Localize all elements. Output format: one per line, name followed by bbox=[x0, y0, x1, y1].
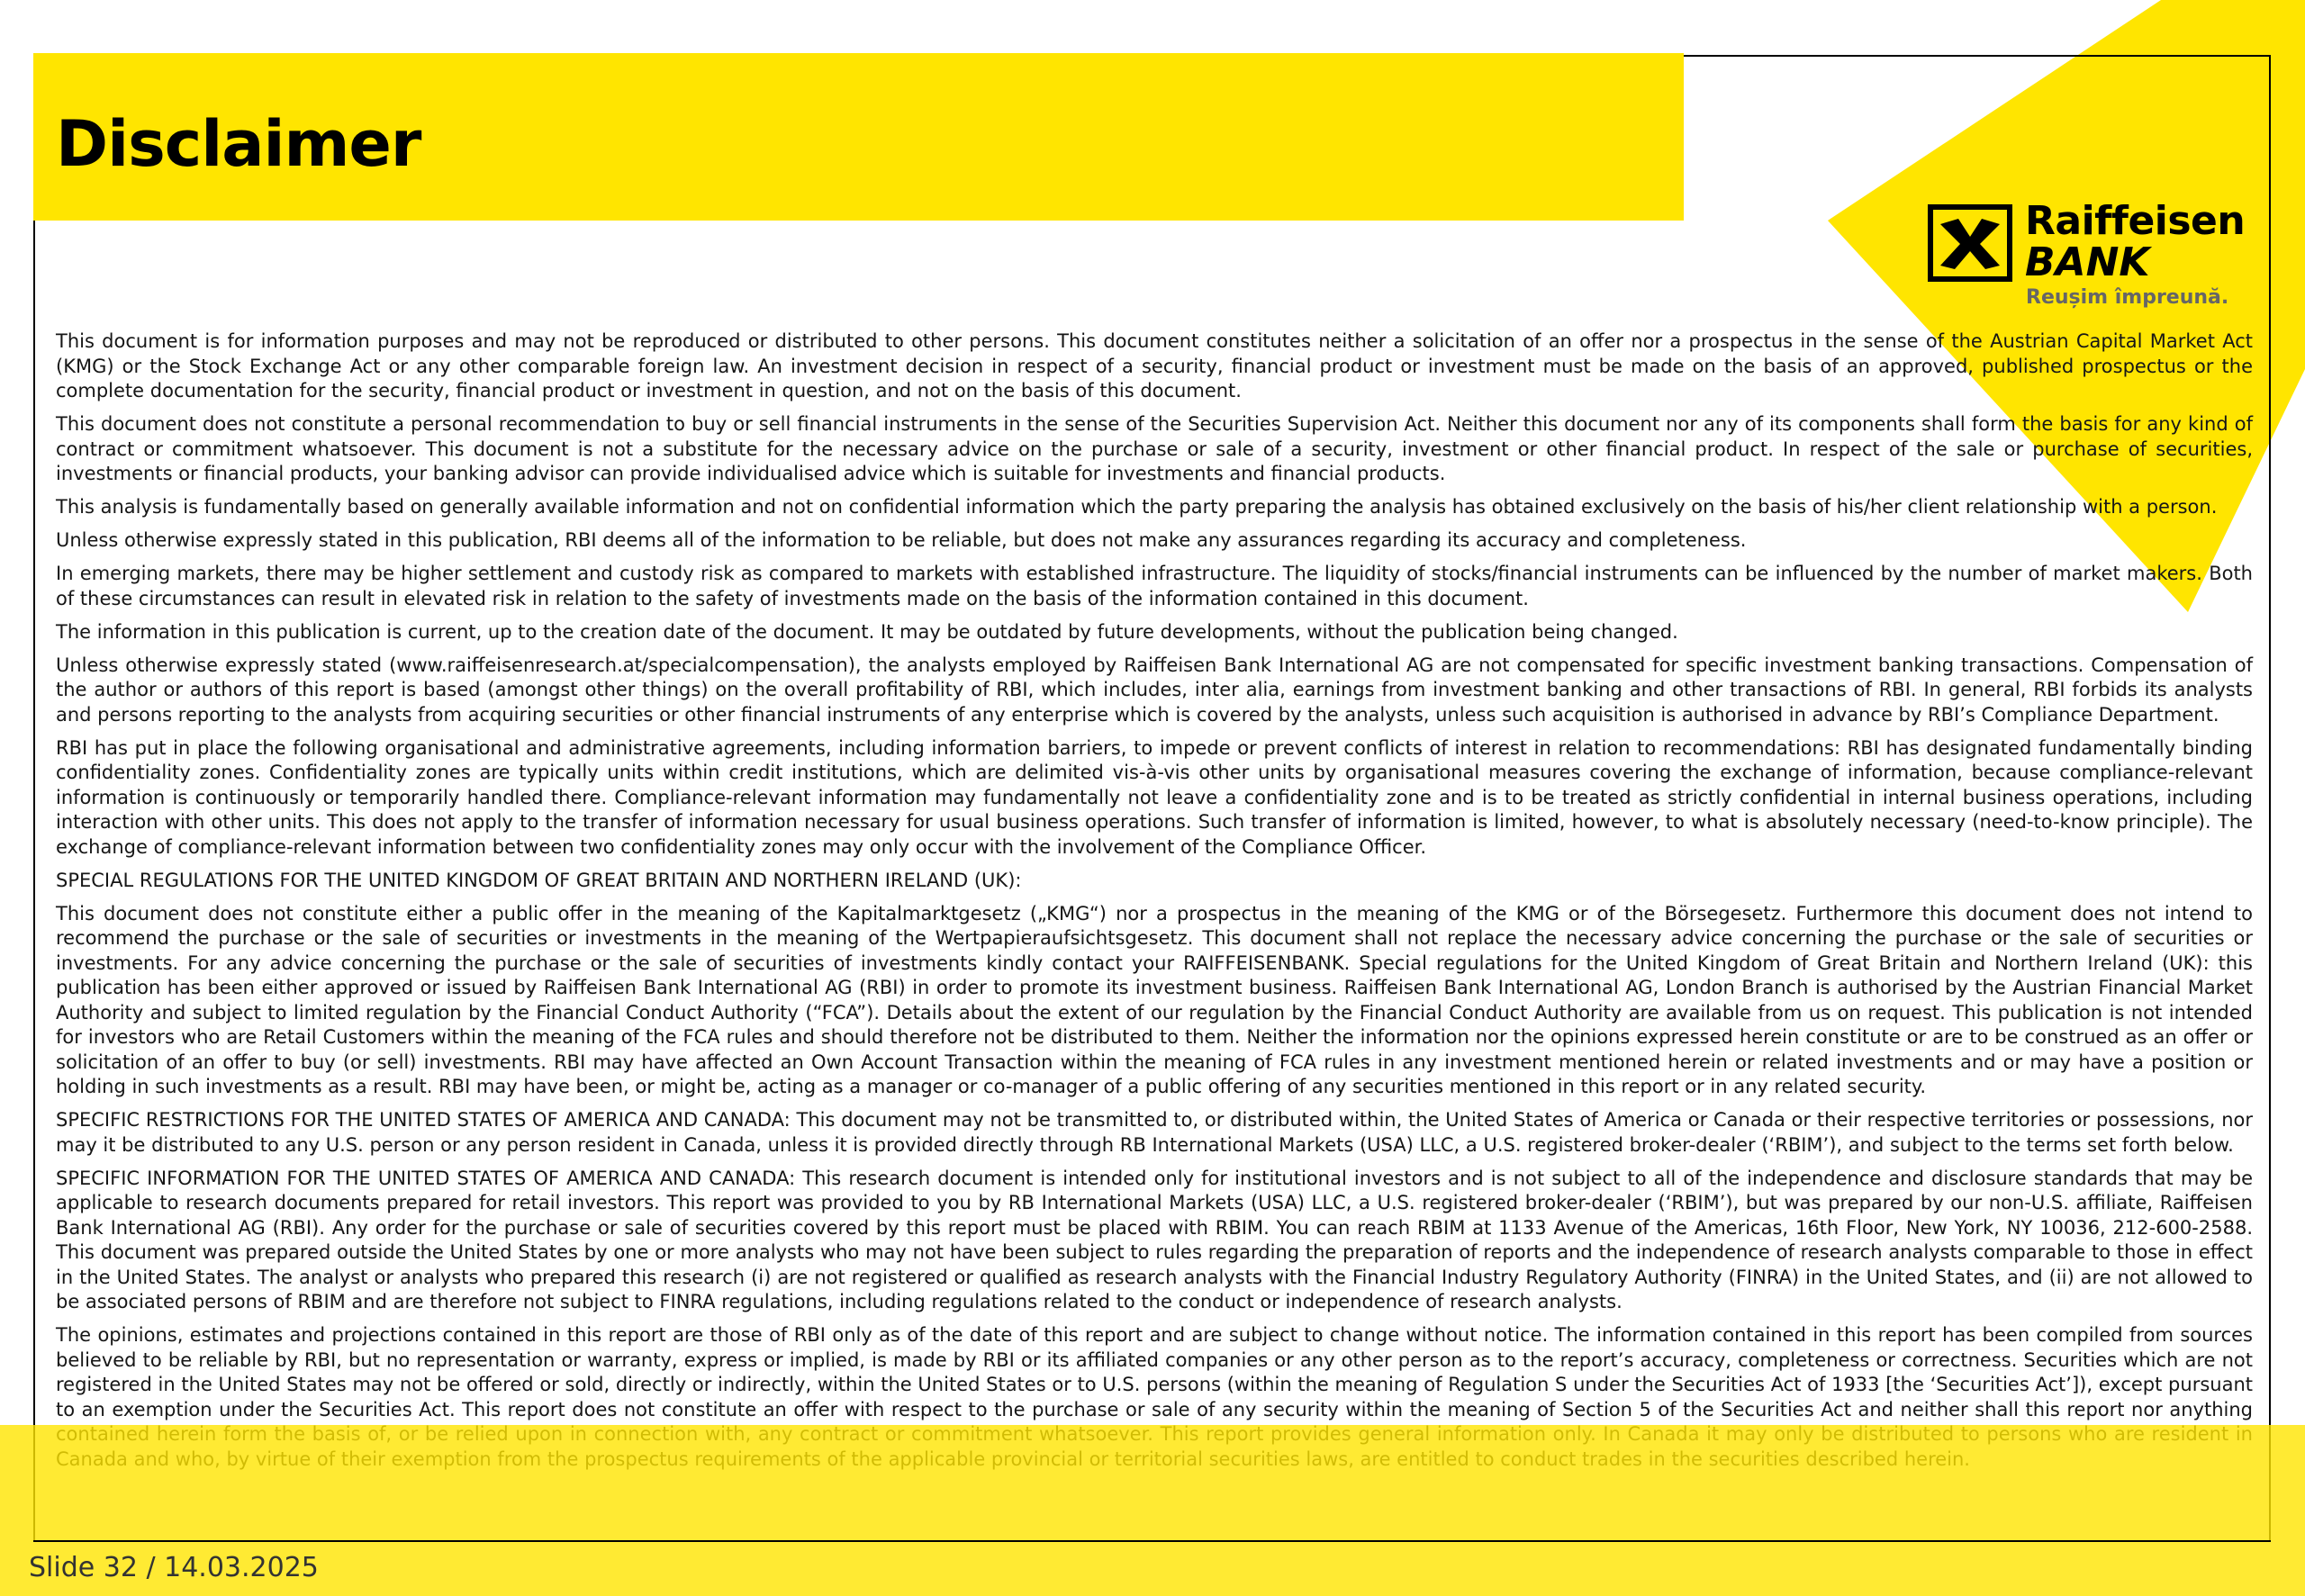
disclaimer-paragraph: In emerging markets, there may be higher settlement and custody risk as compared to markets with established infrastructure. The liquidity of stocks/financial instruments can be influenced by the number of market makers. Both of these circumstances can result in elevated risk in relation to the safety of investments made on the basis of the information contained in this document. bbox=[56, 563, 2253, 609]
brand-tagline: Reușim împreună. bbox=[2026, 286, 2229, 309]
disclaimer-paragraph: This document is for information purposes and may not be reproduced or distributed to other persons. This document constitutes neither a solicitation of an offer nor a prospectus in the sense of the Austrian Capital Market Act (KMG) or the Stock Exchange Act or any other comparable foreign law. An investment decision in respect of a security, financial product or investment must be made on the basis of an approved, published prospectus or the complete documentation for the security, financial product or investment in question, and not on the basis of this document. bbox=[56, 330, 2253, 401]
footer-band bbox=[0, 1425, 2305, 1596]
brand-name: Raiffeisen bbox=[2025, 198, 2246, 244]
disclaimer-paragraph: Unless otherwise expressly stated (www.raiffeisenresearch.at/specialcompensation), the analysts employed by Raiffeisen Bank International AG are not compensated for specific investment banking transactions. Compensation of the author or authors of this report is based (amongst other things) on the overall profitability of RBI, which includes, inter alia, earnings from investment banking and other transactions of RBI. In general, RBI forbids its analysts and persons reporting to the analysts from acquiring securities or other financial instruments of any enterprise which is covered by the analysts, unless such acquisition is authorised in advance by RBI’s Compliance Department. bbox=[56, 654, 2253, 726]
disclaimer-paragraph: SPECIFIC RESTRICTIONS FOR THE UNITED STATES OF AMERICA AND CANADA: This document may not be transmitted to, or distributed within, the United States of America or Canada or their respective territories or possessions, nor may it be distributed to any U.S. person or any person resident in Canada, unless it is provided directly through RB International Markets (USA) LLC, a U.S. registered broker-dealer (‘RBIM’), and subject to the terms set forth below. bbox=[56, 1109, 2253, 1156]
raiffeisen-logo bbox=[1928, 198, 2252, 315]
disclaimer-paragraph: The information in this publication is current, up to the creation date of the document. It may be outdated by future developments, without the publication being changed. bbox=[56, 620, 1678, 643]
disclaimer-paragraph: Unless otherwise expressly stated in this publication, RBI deems all of the information to be reliable, but does not make any assurances regarding its accuracy and completeness. bbox=[56, 529, 1747, 551]
slide-footer: Slide 32 / 14.03.2025 bbox=[29, 1552, 319, 1583]
brand-sub: BANK bbox=[2025, 239, 2150, 285]
frame-border-bottom bbox=[33, 1540, 2271, 1542]
disclaimer-paragraph: This document does not constitute either a public offer in the meaning of the Kapitalmarktgesetz („KMG“) nor a prospectus in the meaning of the KMG or of the Börsegesetz. Furthermore this document does not intend to recommend the purchase or the sale of securities or investments in the meaning of the Wertpapieraufsichtsgesetz. This document shall not replace the necessary advice concerning the purchase or the sale of securities or investments. For any advice concerning the purchase or the sale of securities of investments kindly contact your RAIFFEISENBANK. Special regulations for the United Kingdom of Great Britain and Northern Ireland (UK): this publication has been either approved or issued by Raiffeisen Bank International AG (RBI) in order to promote its investment business. Raiffeisen Bank International AG, London Branch is authorised by the Austrian Financial Market Authority and subject to limited regulation by the Financial Conduct Authority (“FCA”). Details about the extent of our regulation by the Financial Conduct Authority are available from us on request. This publication is not intended for investors who are Retail Customers within the meaning of the FCA rules and should therefore not be distributed to them. Neither the information nor the opinions expressed herein constitute or are to be construed as an offer or solicitation of an offer to buy (or sell) investments. RBI may have affected an Own Account Transaction within the meaning of FCA rules in any investment mentioned herein or related investments and or may have a position or holding in such investments as a result. RBI may have been, or might be, acting as a manager or co-manager of a public offering of any securities mentioned in this report or in any related security. bbox=[56, 902, 2253, 1097]
disclaimer-paragraph: This document does not constitute a personal recommendation to buy or sell financial instruments in the sense of the Securities Supervision Act. Neither this document nor any of its components shall form the basis for any kind of contract or commitment whatsoever. This document is not a substitute for the necessary advice on the purchase or sale of a security, investment or other financial product. In respect of the sale or purchase of securities, investments or financial products, your banking advisor can provide individualised advice which is suitable for investments and financial products. bbox=[56, 413, 2253, 484]
frame-border-top bbox=[1684, 55, 2271, 57]
raiffeisen-gable-cross-icon bbox=[1928, 204, 2012, 282]
slide-title: Disclaimer bbox=[56, 107, 421, 181]
section-heading-uk: SPECIAL REGULATIONS FOR THE UNITED KINGDOM OF GREAT BRITAIN AND NORTHERN IRELAND (UK): bbox=[56, 869, 1022, 891]
frame-border-left bbox=[33, 221, 35, 1542]
frame-border-right bbox=[2269, 55, 2271, 1542]
disclaimer-paragraph: RBI has put in place the following organisational and administrative agreements, including information barriers, to impede or prevent conflicts of interest in relation to recommendations: RBI has designated fundamentally binding confidentiality zones. Confidentiality zones are typically units within credit institutions, which are delimited vis-à-vis other units by organisational measures covering the exchange of information, because compliance-relevant information is continuously or temporarily handled there. Compliance-relevant information may fundamentally not leave a confidentiality zone and is to be treated as strictly confidential in internal business operations, including interaction with other units. This does not apply to the transfer of information necessary for usual business operations. Such transfer of information is limited, however, to what is absolutely necessary (need-to-know principle). The exchange of compliance-relevant information between two confidentiality zones may only occur with the involvement of the Compliance Officer. bbox=[56, 736, 2253, 858]
disclaimer-paragraph: SPECIFIC INFORMATION FOR THE UNITED STATES OF AMERICA AND CANADA: This research document is intended only for institutional investors and is not subject to all of the independence and disclosure standards that may be applicable to research documents prepared for retail investors. This report was provided to you by RB International Markets (USA) LLC, a U.S. registered broker-dealer (‘RBIM’), but was prepared by our non-U.S. affiliate, Raiffeisen Bank International AG (RBI). Any order for the purchase or sale of securities covered by this report must be placed with RBIM. You can reach RBIM at 1133 Avenue of the Americas, 16th Floor, New York, NY 10036, 212-600-2588. This document was prepared outside the United States by one or more analysts who may not have been subject to rules regarding the preparation of reports and the independence of research analysts comparable to those in effect in the United States. The analyst or analysts who prepared this research (i) are not registered or qualified as research analysts with the Financial Industry Regulatory Authority (FINRA) in the United States, and (ii) are not allowed to be associated persons of RBIM and are therefore not subject to FINRA regulations, including regulations related to the conduct or independence of research analysts. bbox=[56, 1167, 2253, 1312]
disclaimer-paragraph: The opinions, estimates and projections contained in this report are those of RBI only as of the date of this report and are subject to change without notice. The information contained in this report has been compiled from sources believed to be reliable by RBI, but no representation or warranty, express or implied, is made by RBI or its affiliated companies or any other person as to the report’s accuracy, completeness or correctness. Securities which are not registered in the United States may not be offered or sold, directly or indirectly, within the United States or to U.S. persons (within the meaning of Regulation S under the Securities Act of 1933 [the ‘Securities Act’]), except pursuant to an exemption under the Securities Act. This report does not constitute an offer with respect to the purchase or sale of any security within the meaning of Section 5 of the Securities Act and neither shall this report nor anything bbox=[56, 1324, 2253, 1420]
disclaimer-paragraph: This analysis is fundamentally based on generally available information and not on confidential information which the party preparing the analysis has obtained exclusively on the basis of his/her client relationship with a person. bbox=[56, 496, 2218, 518]
disclaimer-body bbox=[56, 329, 2253, 1481]
